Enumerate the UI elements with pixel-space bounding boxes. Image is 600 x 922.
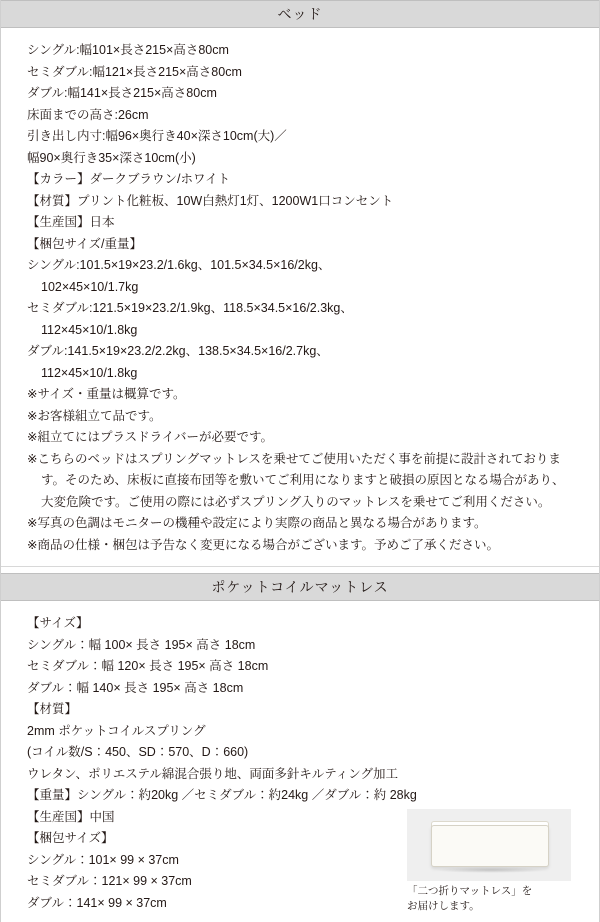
bed-spec-line: シングル:幅101×長さ215×高さ80cm — [27, 43, 229, 57]
mattress-spec-line: 【重量】シングル：約20kg ／セミダブル：約24kg ／ダブル：約 28kg — [27, 788, 417, 802]
bed-spec-line: 112×45×10/1.8kg — [41, 322, 138, 337]
mattress-spec-line: 【生産国】中国 — [27, 809, 115, 824]
bed-spec-line: セミダブル:121.5×19×23.2/1.9kg、118.5×34.5×16/2.3kg、 — [27, 301, 353, 315]
mattress-body-layer — [431, 825, 549, 867]
mattress-shadow — [435, 867, 547, 873]
bed-note: ※写真の色調はモニターの機種や設定により実際の商品と異なる場合があります。 — [27, 516, 487, 530]
mattress-spec-line: シングル：101× 99 × 37cm — [27, 852, 179, 867]
mattress-spec-line: セミダブル：幅 120× 長さ 195× 高さ 18cm — [27, 659, 269, 673]
bed-note: ※サイズ・重量は概算です。 — [27, 387, 186, 401]
bed-section — [1, 0, 599, 566]
bed-spec-line: 【材質】プリント化粧板、10W白熱灯1灯、1200W1口コンセント — [27, 193, 394, 208]
mattress-section-title: ポケットコイルマットレス — [1, 573, 599, 601]
bed-spec-line: 引き出し内寸:幅96×奥行き40×深さ10cm(大)／ — [27, 129, 287, 143]
bed-spec-line: セミダブル:幅121×長さ215×高さ80cm — [27, 64, 242, 79]
bed-note: ※こちらのベッドはスプリングマットレスを乗せてご使用いただく事を前提に設計されております。そのため、床板に直接布団等を敷いてご利用になりますと破損の原因となる場合があり、大変危険です。ご使用の際には必ずスプリング入りのマットレスを乗せてご利用ください。 — [27, 451, 565, 509]
mattress-spec-line: 2mm ポケットコイルスプリング — [27, 723, 206, 738]
bed-note: ※商品の仕様・梱包は予告なく変更になる場合がございます。予めご了承ください。 — [27, 537, 499, 552]
bed-spec-line: 【カラー】ダークブラウン/ホワイト — [27, 172, 231, 186]
mattress-spec-line: セミダブル：121× 99 × 37cm — [27, 874, 192, 888]
folded-mattress-photo — [407, 809, 571, 881]
mattress-image-caption — [407, 884, 575, 914]
bed-section-body — [1, 28, 599, 566]
bed-spec-line: 床面までの高さ:26cm — [27, 107, 149, 122]
mattress-caption-line2: お届けします。 — [407, 899, 480, 912]
mattress-spec-line: 【材質】 — [27, 702, 78, 716]
bed-note: ※お客様組立て品です。 — [27, 408, 162, 423]
mattress-spec-line: 【サイズ】 — [27, 616, 89, 630]
bed-spec-line: 【生産国】日本 — [27, 215, 115, 229]
mattress-caption-line1: 「二つ折りマットレス」を — [407, 884, 533, 897]
mattress-section-body — [1, 601, 599, 920]
bed-spec-line: 102×45×10/1.7kg — [41, 279, 139, 294]
bed-spec-line: ダブル:幅141×長さ215×高さ80cm — [27, 86, 217, 100]
mattress-spec-line: ウレタン、ポリエステル綿混合張り地、両面多針キルティング加工 — [27, 766, 399, 781]
mattress-spec-line: シングル：幅 100× 長さ 195× 高さ 18cm — [27, 637, 256, 652]
mattress-section — [1, 573, 599, 920]
bed-spec-line: 【梱包サイズ/重量】 — [27, 236, 142, 251]
bed-spec-line: 112×45×10/1.8kg — [41, 365, 138, 380]
bed-spec-line: ダブル:141.5×19×23.2/2.2kg、138.5×34.5×16/2.7kg、 — [27, 344, 329, 358]
mattress-spec-line: ダブル：幅 140× 長さ 195× 高さ 18cm — [27, 680, 244, 695]
bed-spec-line: 幅90×奥行き35×深さ10cm(小) — [27, 150, 196, 165]
mattress-spec-line: 【梱包サイズ】 — [27, 831, 114, 845]
bed-note: ※組立てにはプラスドライバーが必要です。 — [27, 430, 273, 444]
bed-spec-line: シングル:101.5×19×23.2/1.6kg、101.5×34.5×16/2kg、 — [27, 258, 331, 272]
bed-section-title: ベッド — [1, 0, 599, 28]
mattress-spec-line: ダブル：141× 99 × 37cm — [27, 895, 167, 910]
folded-mattress-figure — [407, 809, 575, 914]
mattress-spec-line: (コイル数/S：450、SD：570、D：660) — [27, 745, 249, 759]
